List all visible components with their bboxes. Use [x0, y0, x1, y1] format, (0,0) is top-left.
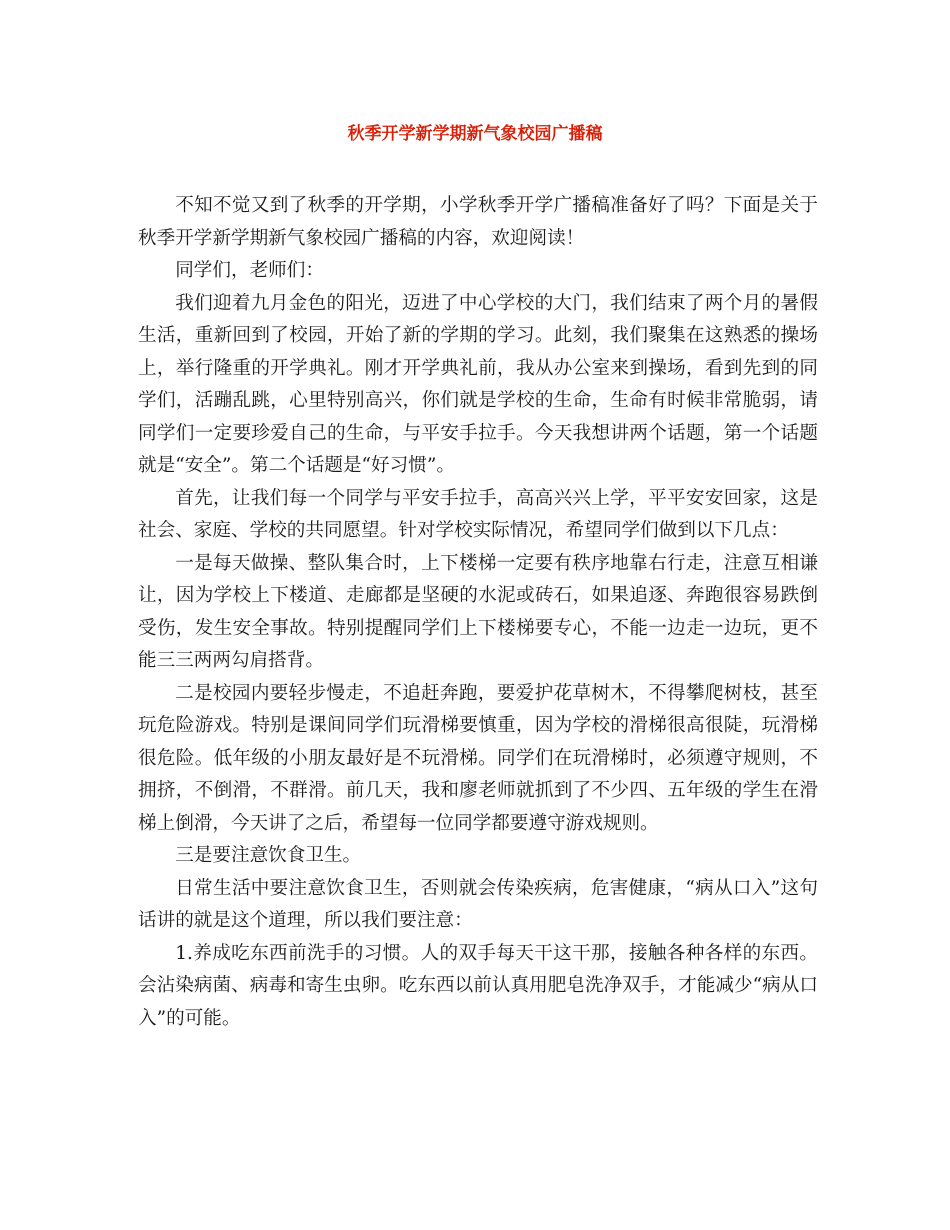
paragraph-point-three: 三是要注意饮食卫生。 — [175, 845, 362, 866]
paragraph-point-two: 二是校园内要轻步慢走，不追赶奔跑，要爱护花草树木，不得攀爬树枝，甚至玩危险游戏。特别是课间同学们玩滑梯要慎重，因为学校的滑梯很高很陡，玩滑梯很危险。低年级的小朋友最好是不玩滑梯。同学们在玩滑梯时，必须遵守规则，不拥挤，不倒滑，不群滑。前几天，我和廖老师就抓到了不少四、五年级的学生在滑梯上倒滑，今天讲了之后，希望每一位同学都要遵守游戏规则。 — [138, 682, 818, 834]
paragraph-opening: 我们迎着九月金色的阳光，迈进了中心学校的大门，我们结束了两个月的暑假生活，重新回到了校园，开始了新的学期的学习。此刻，我们聚集在这熟悉的操场上，举行隆重的开学典礼。刚才开学典礼前，我从办公室来到操场，看到先到的同学们，活蹦乱跳，心里特别高兴，你们就是学校的生命，生命有时候非常脆弱，请同学们一定要珍爱自己的生命，与平安手拉手。今天我想讲两个话题，第一个话题就是“安全”。第二个话题是“好习惯”。 — [138, 292, 818, 476]
paragraph-greeting: 同学们，老师们： — [175, 260, 324, 281]
page-title: 秋季开学新学期新气象校园广播稿 — [347, 124, 603, 144]
paragraph-handwashing: 1.养成吃东西前洗手的习惯。人的双手每天干这干那，接触各种各样的东西。会沾染病菌、病毒和寄生虫卵。吃东西以前认真用肥皂洗净双手，才能减少“病从口入”的可能。 — [138, 942, 818, 1029]
document-body — [138, 190, 818, 1035]
paragraph-point-one: 一是每天做操、整队集合时，上下楼梯一定要有秩序地靠右行走，注意互相谦让，因为学校上下楼道、走廊都是坚硬的水泥或砖石，如果追逐、奔跑很容易跌倒受伤，发生安全事故。特别提醒同学们上下楼梯要专心，不能一边走一边玩，更不能三三两两勾肩搭背。 — [138, 552, 818, 671]
paragraph-intro: 不知不觉又到了秋季的开学期，小学秋季开学广播稿准备好了吗？下面是关于秋季开学新学期新气象校园广播稿的内容，欢迎阅读！ — [138, 195, 818, 249]
paragraph-hygiene: 日常生活中要注意饮食卫生，否则就会传染疾病，危害健康，“病从口入”这句话讲的就是这个道理，所以我们要注意： — [138, 877, 818, 931]
paragraph-safety-intro: 首先，让我们每一个同学与平安手拉手，高高兴兴上学，平平安安回家，这是社会、家庭、学校的共同愿望。针对学校实际情况，希望同学们做到以下几点： — [138, 487, 818, 541]
